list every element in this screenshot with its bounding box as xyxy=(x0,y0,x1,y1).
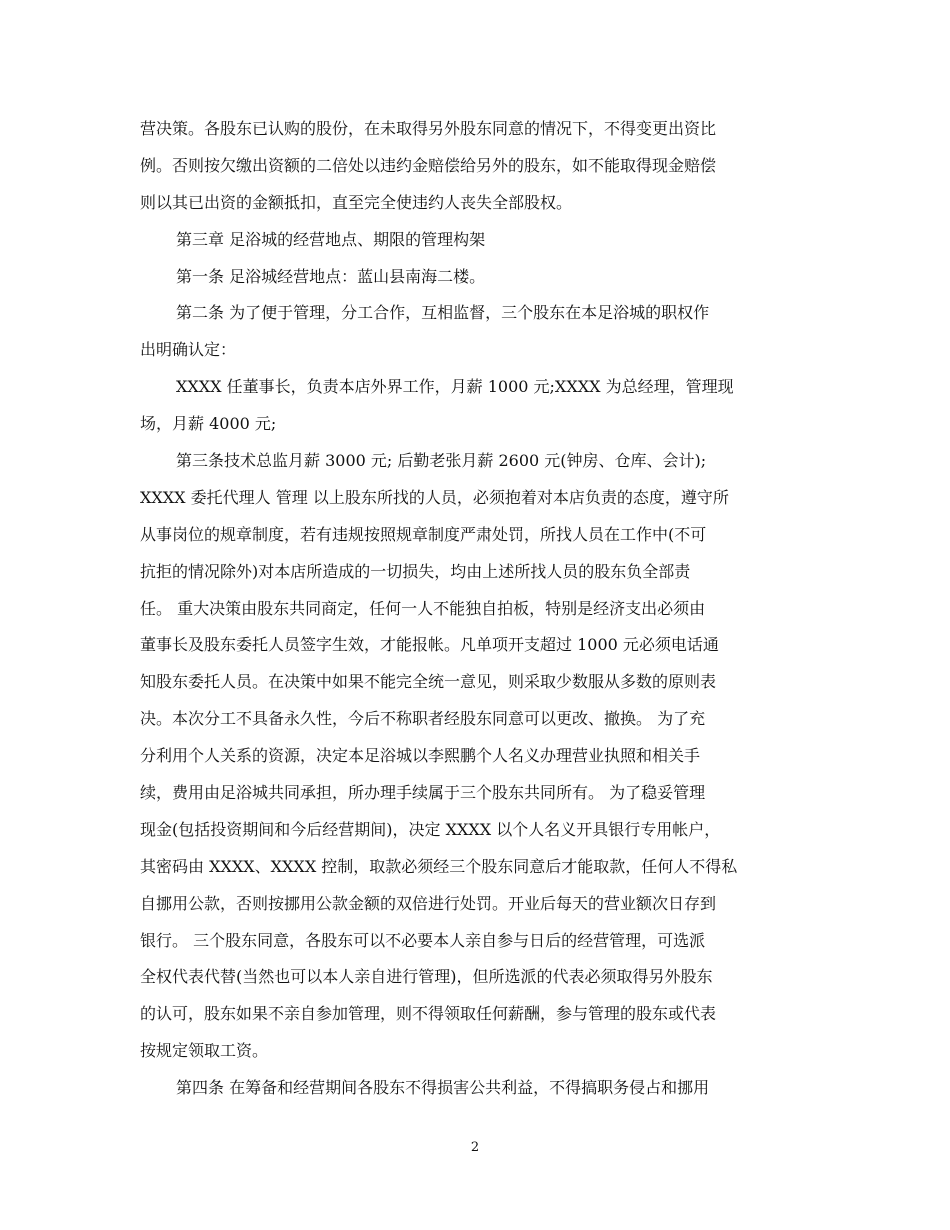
text-line: 第一条 足浴城经营地点：蓝山县南海二楼。 xyxy=(176,266,486,286)
text-line: 续，费用由足浴城共同承担，所办理手续属于三个股东共同所有。 为了稳妥管理 xyxy=(140,783,706,803)
text-line: 银行。 三个股东同意，各股东可以不必要本人亲自参与日后的经营管理，可选派 xyxy=(140,930,706,950)
body-text xyxy=(140,111,812,1107)
text-line: 第四条 在筹备和经营期间各股东不得损害公共利益，不得搞职务侵占和挪用 xyxy=(176,1078,710,1098)
text-line: 第二条 为了便于管理，分工合作，互相监督，三个股东在本足浴城的职权作 xyxy=(176,303,710,323)
text-line: 则以其已出资的金额抵扣，直至完全使违约人丧失全部股权。 xyxy=(140,192,573,212)
text-line: 从事岗位的规章制度，若有违规按照规章制度严肃处罚，所找人员在工作中(不可 xyxy=(140,524,707,544)
text-line: 知股东委托人员。在决策中如果不能完全统一意见，则采取少数服从多数的原则表 xyxy=(140,672,717,692)
text-line: 例。否则按欠缴出资额的二倍处以违约金赔偿给另外的股东，如不能取得现金赔偿 xyxy=(140,155,717,175)
text-line: 抗拒的情况除外)对本店所造成的一切损失，均由上述所找人员的股东负全部责 xyxy=(140,561,691,581)
text-line: 分利用个人关系的资源，决定本足浴城以李熙鹏个人名义办理营业执照和相关手 xyxy=(140,746,701,766)
text-line: 董事长及股东委托人员签字生效，才能报帐。凡单项开支超过 1000 元必须电话通 xyxy=(140,635,719,655)
text-line: 任。 重大决策由股东共同商定，任何一人不能独自拍板，特别是经济支出必须由 xyxy=(140,598,706,618)
text-line: 全权代表代替(当然也可以本人亲自进行管理)，但所选派的代表必须取得另外股东 xyxy=(140,967,713,987)
text-line: XXXX 委托代理人 管理 以上股东所找的人员，必须抱着对本店负责的态度，遵守所 xyxy=(140,487,729,507)
text-line: 决。本次分工不具备永久性，今后不称职者经股东同意可以更改、撤换。 为了充 xyxy=(140,709,706,729)
text-line: 现金(包括投资期间和今后经营期间)，决定 XXXX 以个人名义开具银行专用帐户， xyxy=(140,819,721,839)
text-line: 的认可，股东如果不亲自参加管理，则不得领取任何薪酬，参与管理的股东或代表 xyxy=(140,1004,717,1024)
text-line: 第三章 足浴城的经营地点、期限的管理构架 xyxy=(176,229,486,249)
text-line: XXXX 任董事长，负责本店外界工作，月薪 1000 元;XXXX 为总经理，管理现 xyxy=(176,377,734,397)
text-line: 营决策。各股东已认购的股份，在未取得另外股东同意的情况下，不得变更出资比 xyxy=(140,119,717,138)
text-line: 按规定领取工资。 xyxy=(140,1041,269,1061)
page-number: 2 xyxy=(470,1140,480,1155)
text-line: 出明确认定： xyxy=(140,340,237,360)
text-line: 其密码由 XXXX、XXXX 控制，取款必须经三个股东同意后才能取款，任何人不得私 xyxy=(140,856,738,876)
text-line: 自挪用公款，否则按挪用公款金额的双倍进行处罚。开业后每天的营业额次日存到 xyxy=(140,893,717,913)
text-line: 场，月薪 4000 元; xyxy=(140,414,277,434)
text-line: 第三条技术总监月薪 3000 元; 后勤老张月薪 2600 元(钟房、仓库、会计); xyxy=(176,451,707,471)
